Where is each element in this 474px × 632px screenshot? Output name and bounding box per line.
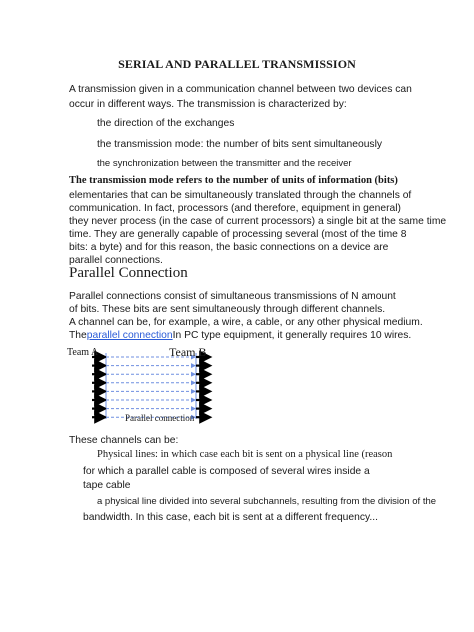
bottom-bullet-line: tape cable [83, 480, 131, 491]
intro-line-2: occur in different ways. The transmission is characterized by: [69, 99, 347, 110]
bullet-item: the synchronization between the transmitter and the receiver [97, 158, 352, 169]
parallel-line: A channel can be, for example, a wire, a cable, or any other physical medium. [69, 317, 423, 328]
mode-bold-line: The transmission mode refers to the number of units of information (bits) [69, 175, 398, 186]
parallel-line-pre: The [69, 330, 87, 341]
section-heading: Parallel Connection [69, 265, 188, 281]
mode-line: elementaries that can be simultaneously translated through the channels of [69, 190, 412, 201]
team-b-label: Team B [169, 345, 207, 359]
mode-line: time. They are generally capable of processing several (most of the time 8 [69, 229, 407, 240]
document-title: SERIAL AND PARALLEL TRANSMISSION [118, 57, 356, 71]
parallel-line-post: In PC type equipment, it generally requires 10 wires. [172, 330, 412, 341]
bullet-item: the direction of the exchanges [97, 118, 235, 129]
bottom-bullet-line: Physical lines: in which case each bit is sent on a physical line (reason [97, 449, 393, 460]
team-a-label: Team A [67, 347, 99, 358]
diagram-caption: Parallel connection [125, 413, 195, 423]
parallel-line: of bits. These bits are sent simultaneously through different channels. [69, 304, 386, 315]
mode-line: communication. In fact, processors (and therefore, equipment in general) [69, 203, 401, 214]
bottom-bullet-line: bandwidth. In this case, each bit is sent at a different frequency... [83, 512, 378, 523]
parallel-line: Parallel connections consist of simultaneous transmissions of N amount [69, 291, 396, 302]
mode-line: bits: a byte) and for this reason, the basic connections on a device are [69, 242, 389, 253]
parallel-line-4 [69, 328, 411, 343]
mode-line: they never process (in the case of current processors) a single bit at the same time [69, 216, 447, 227]
parallel-connection-link[interactable]: parallel connection [86, 330, 173, 341]
bullet-item: the transmission mode: the number of bits sent simultaneously [97, 139, 383, 150]
bottom-bullet-line: for which a parallel cable is composed of several wires inside a [83, 466, 370, 477]
mode-line: parallel connections. [69, 255, 163, 266]
intro-line-1: A transmission given in a communication channel between two devices can [69, 84, 412, 95]
channels-intro: These channels can be: [69, 435, 179, 446]
bottom-bullet-line: a physical line divided into several subchannels, resulting from the division of the [97, 496, 437, 507]
